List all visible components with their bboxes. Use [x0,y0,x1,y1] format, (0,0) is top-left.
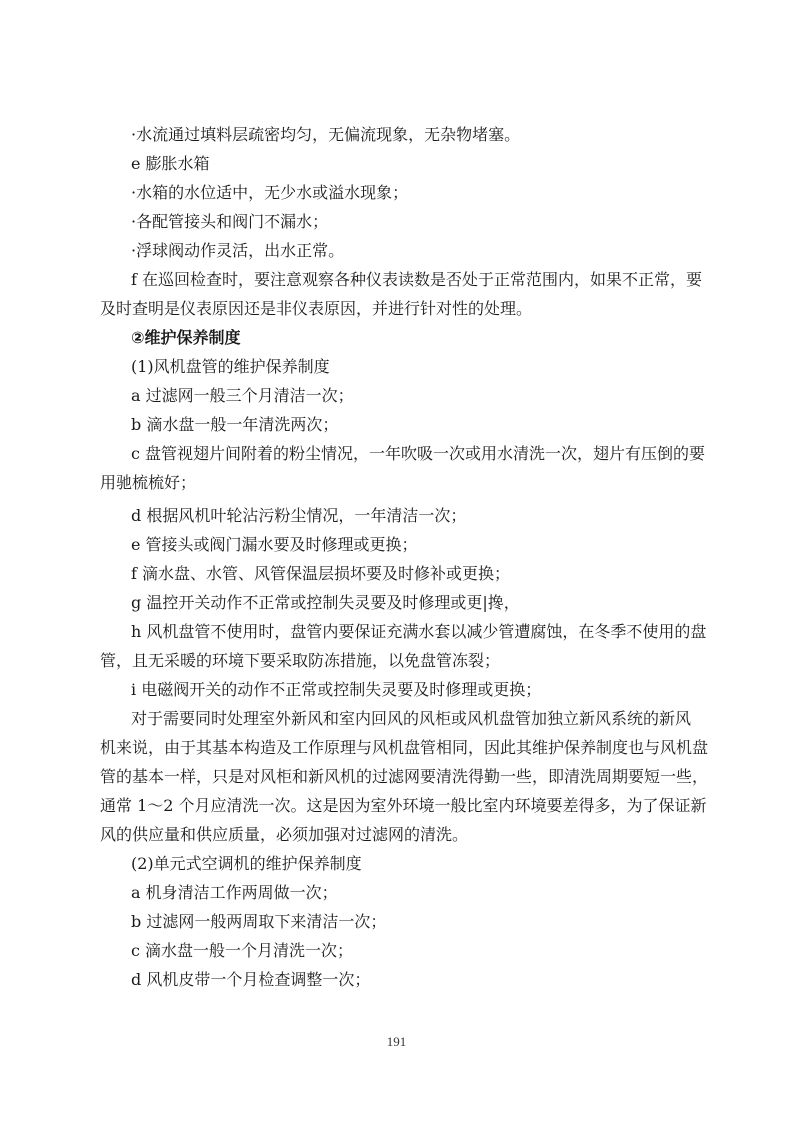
item-a-body-clean: a 机身清洁工作两周做一次； [131,883,338,902]
paragraph-fresh-air-line3: 管的基本一样，只是对风柜和新风机的过滤网要清洗得勤一些，即清洗周期要短一些， [100,767,709,786]
item-e-joints: e 管接头或阀门漏水要及时修理或更换； [131,535,418,554]
item-c-drip-tray: c 滴水盘一般一个月清洗一次； [131,941,354,960]
item-c-line2: 用驰梳梳好； [100,473,197,492]
section-heading-maintenance: ②维护保养制度 [131,328,241,347]
paragraph-f-line2: 及时查明是仪表原因还是非仪表原因，并进行针对性的处理。 [100,299,533,318]
item-h-line2: 管，且无采暖的环境下要采取防冻措施，以免盘管冻裂； [100,651,501,670]
subheading-fan-coil: (1)风机盘管的维护保养制度 [131,357,330,376]
bullet-water-level: ·水箱的水位适中，无少水或溢水现象； [131,183,409,202]
paragraph-fresh-air-line4: 通常 1～2 个月应清洗一次。这是因为室外环境一般比室内环境要差得多，为了保证新 [100,796,707,815]
bullet-joints: ·各配管接头和阀门不漏水； [131,212,329,231]
item-b-filter: b 过滤网一般两周取下来清洁一次； [131,912,387,931]
item-expansion-tank: e 膨胀水箱 [131,154,210,173]
item-i-solenoid: i 电磁阀开关的动作不正常或控制失灵要及时修理或更换； [131,680,542,699]
paragraph-fresh-air-line1: 对于需要同时处理室外新风和室内回风的风柜或风机盘管加独立新风系统的新风 [131,709,692,728]
page-number: 191 [386,1034,407,1049]
item-h-line1: h 风机盘管不使用时，盘管内要保证充满水套以减少管遭腐蚀，在冬季不使用的盘 [131,622,707,641]
item-f-insulation: f 滴水盘、水管、风管保温层损坏要及时修补或更换； [131,564,511,583]
subheading-unit-ac: (2)单元式空调机的维护保养制度 [131,854,362,873]
item-g-thermostat: g 温控开关动作不正常或控制失灵要及时修理或更|搀， [131,593,520,612]
paragraph-fresh-air-line5: 风的供应量和供应质量，必须加强对过滤网的清洗。 [100,825,469,844]
item-d-impeller: d 根据风机叶轮沾污粉尘情况，一年清洁一次； [131,506,467,525]
item-c-line1: c 盘管视翅片间附着的粉尘情况，一年吹吸一次或用水清洗一次，翅片有压倒的要 [131,444,706,463]
item-b-drip-tray: b 滴水盘一般一年清洗两次； [131,415,339,434]
item-d-belt: d 风机皮带一个月检查调整一次； [131,970,371,989]
item-a-filter: a 过滤网一般三个月清洁一次； [131,386,354,405]
paragraph-f-line1: f 在巡回检查时，要注意观察各种仪表读数是否处于正常范围内，如果不正常，要 [131,270,703,289]
bullet-float-valve: ·浮球阀动作灵活，出水正常。 [131,241,345,260]
paragraph-fresh-air-line2: 机来说，由于其基本构造及工作原理与风机盘管相同，因此其维护保养制度也与风机盘 [100,738,709,757]
bullet-fill-layer: ·水流通过填料层疏密均匀，无偏流现象，无杂物堵塞。 [131,125,521,144]
